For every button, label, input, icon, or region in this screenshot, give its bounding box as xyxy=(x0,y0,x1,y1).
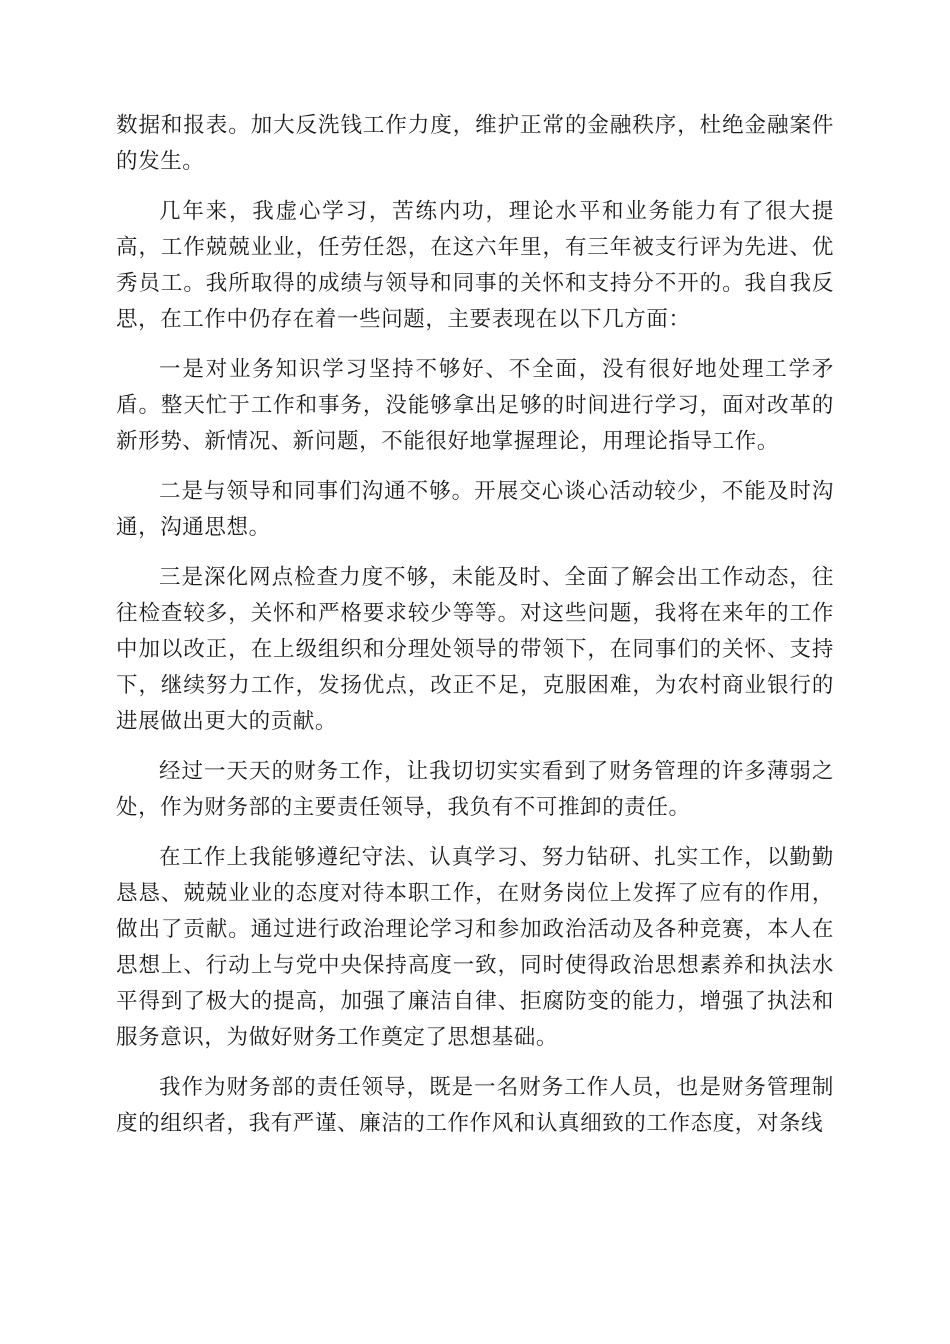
paragraph-4: 二是与领导和同事们沟通不够。开展交心谈心活动较少，不能及时沟通，沟通思想。 xyxy=(116,479,834,540)
paragraph-8: 我作为财务部的责任领导，既是一名财务工作人员，也是财务管理制度的组织者，我有严谨、廉洁的工作作风和认真细致的工作态度，对条线 xyxy=(116,1075,834,1136)
paragraph-2: 几年来，我虚心学习，苦练内功，理论水平和业务能力有了很大提高，工作兢兢业业，任劳任怨，在这六年里，有三年被支行评为先进、优秀员工。我所取得的成绩与领导和同事的关怀和支持分不开的。我自我反思，在工作中仍存在着一些问题，主要表现在以下几方面： xyxy=(116,199,834,332)
document-body xyxy=(116,108,834,1156)
paragraph-1: 数据和报表。加大反洗钱工作力度，维护正常的金融秩序，杜绝金融案件的发生。 xyxy=(116,113,834,174)
paragraph-3: 一是对业务知识学习坚持不够好、不全面，没有很好地处理工学矛盾。整天忙于工作和事务，没能够拿出足够的时间进行学习，面对改革的新形势、新情况、新问题，不能很好地掌握理论，用理论指导工作。 xyxy=(116,357,834,454)
paragraph-7: 在工作上我能够遵纪守法、认真学习、努力钻研、扎实工作，以勤勤恳恳、兢兢业业的态度对待本职工作，在财务岗位上发挥了应有的作用，做出了贡献。通过进行政治理论学习和参加政治活动及各种竞赛，本人在思想上、行动上与党中央保持高度一致，同时使得政治思想素养和执法水平得到了极大的提高，加强了廉洁自律、拒腐防变的能力，增强了执法和服务意识，为做好财务工作奠定了思想基础。 xyxy=(116,845,834,1050)
paragraph-5: 三是深化网点检查力度不够，未能及时、全面了解会出工作动态，往往检查较多，关怀和严格要求较少等等。对这些问题，我将在来年的工作中加以改正，在上级组织和分理处领导的带领下，在同事们的关怀、支持下，继续努力工作，发扬优点，改正不足，克服困难，为农村商业银行的进展做出更大的贡献。 xyxy=(116,565,834,734)
paragraph-6: 经过一天天的财务工作，让我切切实实看到了财务管理的许多薄弱之处，作为财务部的主要责任领导，我负有不可推卸的责任。 xyxy=(116,759,834,820)
